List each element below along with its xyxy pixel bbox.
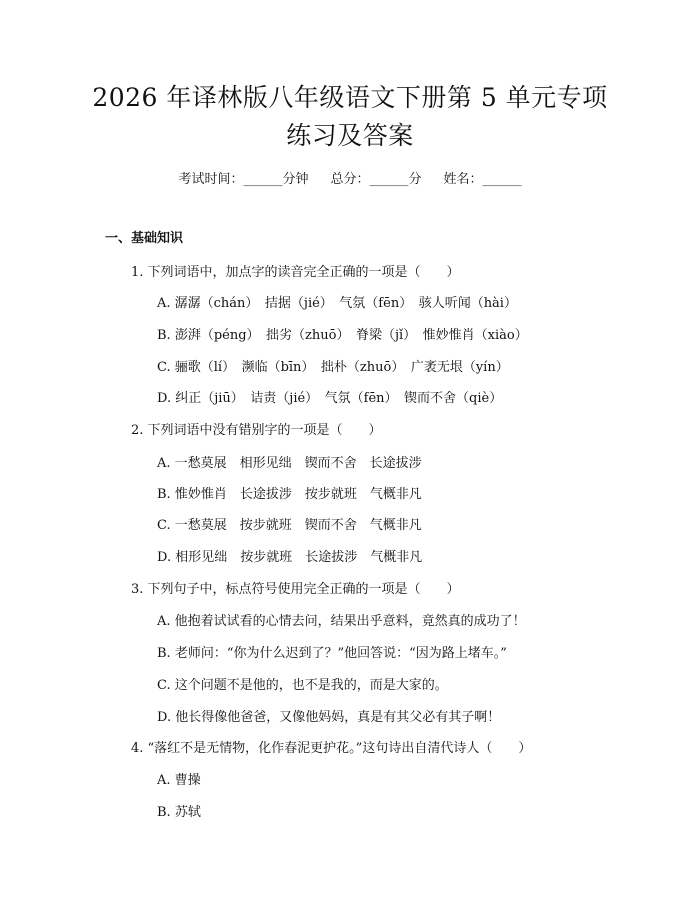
question-option: D. 他长得像他爸爸，又像他妈妈，真是有其父必有其子啊！	[157, 710, 501, 725]
exam-meta	[0, 170, 700, 190]
section-title: 一、基础知识	[105, 231, 184, 246]
question-option: B. 苏轼	[157, 805, 201, 820]
total-score-field: 总分：______分	[330, 172, 422, 187]
question-option: C. 一愁莫展 按步就班 锲而不舍 气概非凡	[157, 518, 422, 533]
exam-time-field: 考试时间：______分钟	[178, 172, 309, 187]
question-option: C. 这个问题不是他的，也不是我的，而是大家的。	[157, 678, 448, 693]
question-option: C. 骊歌（lí） 濒临（bīn） 拙朴（zhuō） 广袤无垠（yín）	[157, 360, 509, 375]
question-option: D. 相形见绌 按步就班 长途拔涉 气概非凡	[157, 550, 423, 565]
question-stem: 2. 下列词语中没有错别字的一项是（ ）	[131, 423, 382, 438]
question-option: A. 一愁莫展 相形见绌 锲而不舍 长途拔涉	[157, 456, 422, 471]
question-stem: 4. “落红不是无情物，化作春泥更护花。”这句诗出自清代诗人（ ）	[131, 741, 532, 756]
question-stem: 3. 下列句子中，标点符号使用完全正确的一项是（ ）	[131, 582, 460, 597]
question-option: A. 潺潺（chán） 拮据（jié） 气氛（fēn） 骇人听闻（hài）	[157, 296, 517, 311]
student-name-field: 姓名：______	[443, 172, 522, 187]
question-option: B. 惟妙惟肖 长途拔涉 按步就班 气概非凡	[157, 487, 422, 502]
question-option: A. 曹操	[157, 773, 201, 788]
question-option: A. 他抱着试试看的心情去问，结果出乎意料，竟然真的成功了！	[157, 614, 526, 629]
question-option: B. 澎湃（péng） 拙劣（zhuō） 脊梁（jǐ） 惟妙惟肖（xiào）	[157, 328, 528, 343]
doc-title-line-2: 练习及答案	[286, 121, 414, 150]
question-option: B. 老师问：“你为什么迟到了？”他回答说：“因为路上堵车。”	[157, 646, 507, 661]
doc-title-line-1: 2026 年译林版八年级语文下册第 5 单元专项	[92, 83, 608, 112]
question-stem: 1. 下列词语中，加点字的读音完全正确的一项是（ ）	[131, 265, 460, 280]
question-option: D. 纠正（jiū） 诘责（jié） 气氛（fēn） 锲而不舍（qiè）	[157, 391, 503, 406]
